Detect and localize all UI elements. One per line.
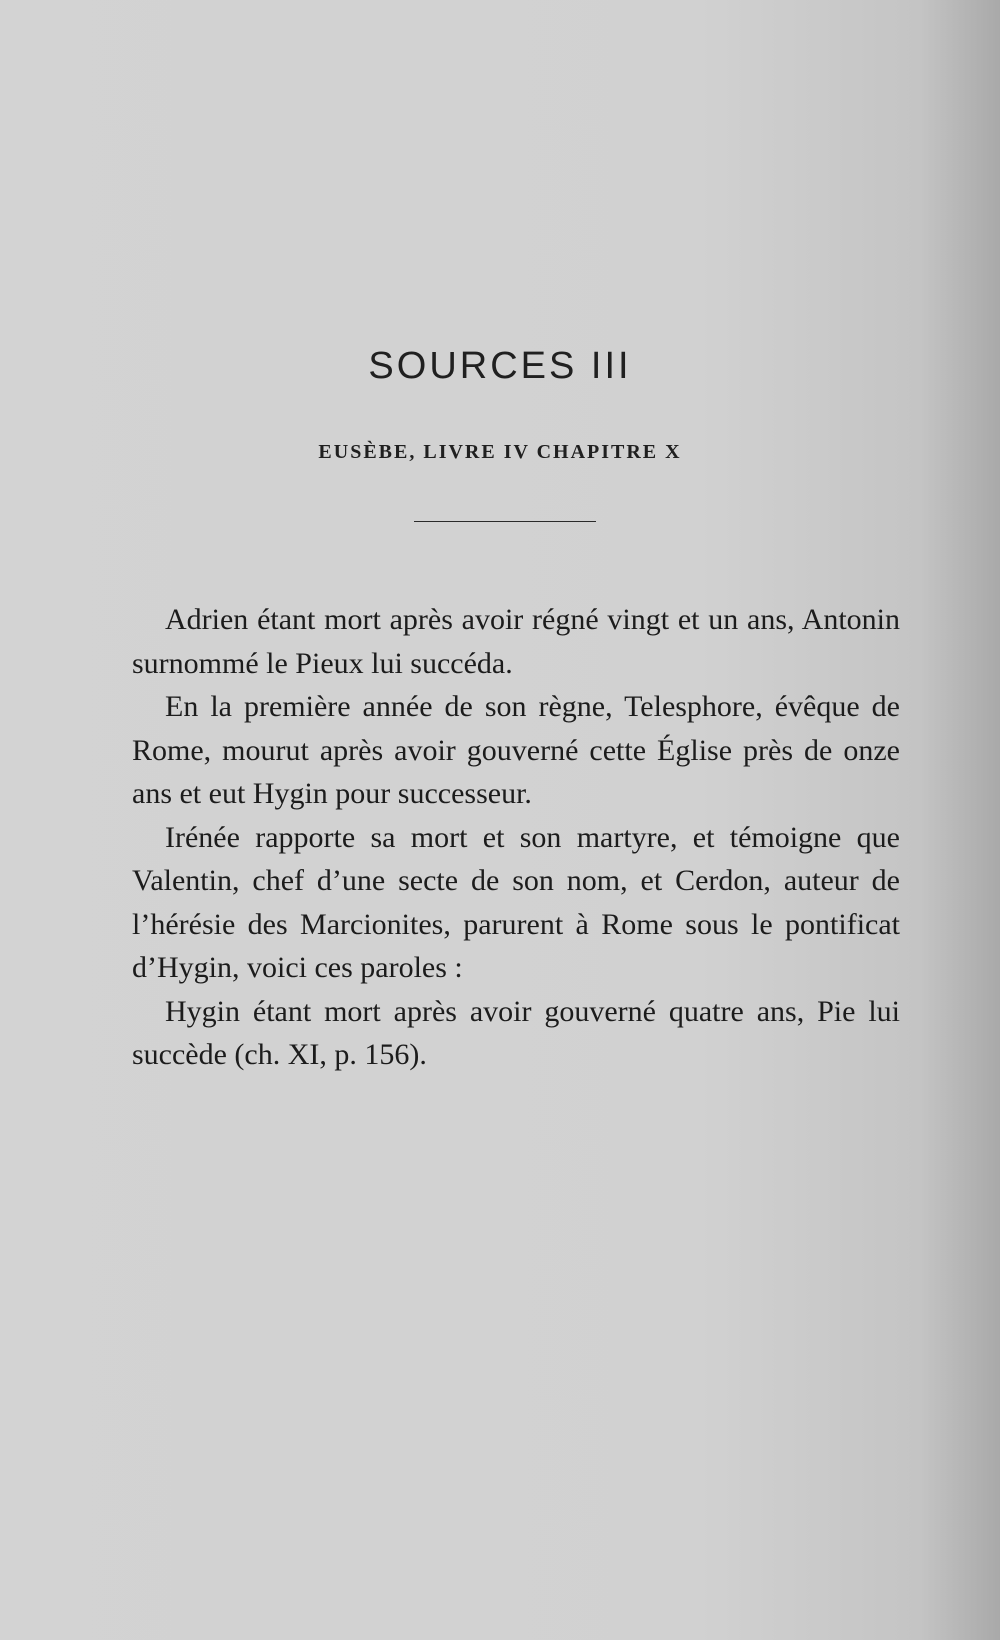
paragraph-2: En la première année de son règne, Telesphore, évêque de Rome, mourut après avoir gouverné cette Église près de onze ans et eut Hygin pour successeur. <box>132 690 900 810</box>
body-text <box>132 598 900 1077</box>
paragraph-1: Adrien étant mort après avoir régné vingt et un ans, Antonin surnommé le Pieux lui succéda. <box>132 603 900 680</box>
section-divider <box>414 521 596 522</box>
chapter-subtitle: EUSÈBE, LIVRE IV CHAPITRE X <box>318 441 682 463</box>
paragraph-3: Irénée rapporte sa mort et son martyre, et témoigne que Valentin, chef d’une secte de son nom, et Cerdon, auteur de l’hérésie des Marcionites, parurent à Rome sous le pontificat d’Hygin, voici ces paroles : <box>132 820 900 984</box>
paragraph-4: Hygin étant mort après avoir gouverné quatre ans, Pie lui succède (ch. XI, p. 156). <box>132 994 900 1071</box>
page-title: SOURCES III <box>368 345 632 387</box>
